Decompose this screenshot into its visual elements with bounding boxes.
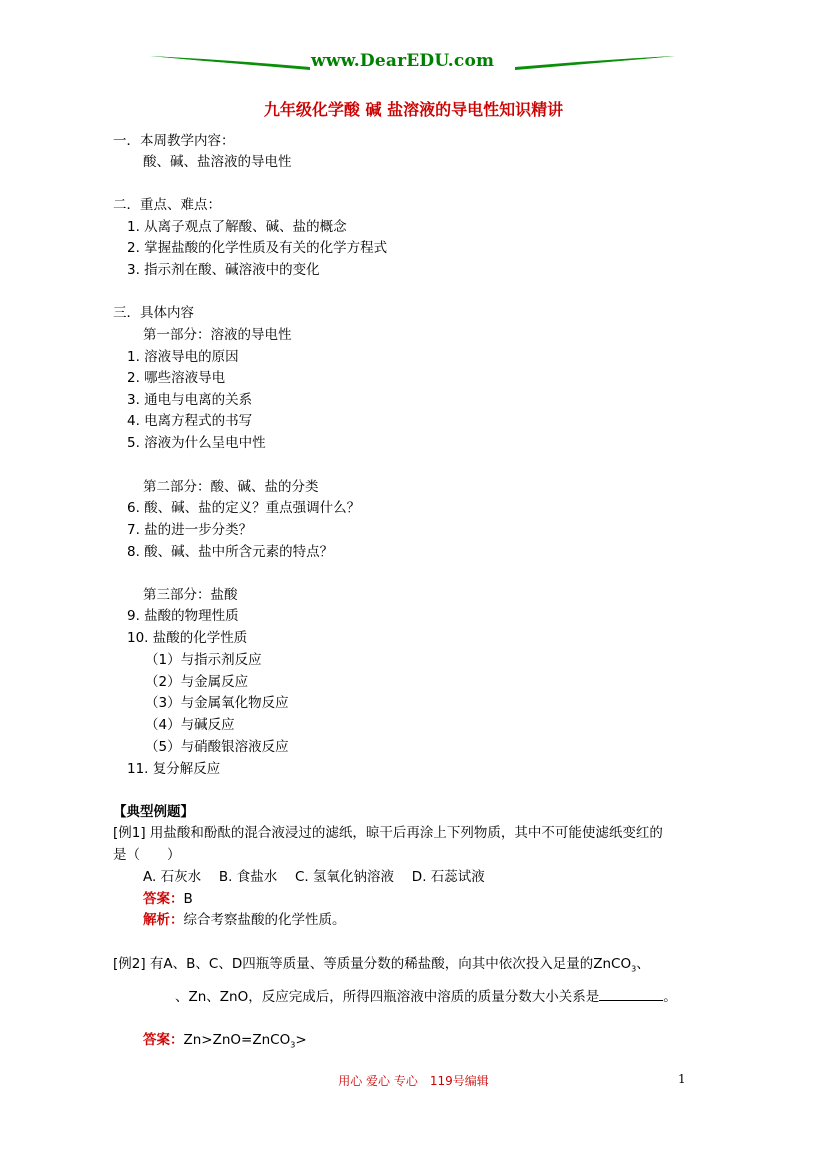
example1-line1: [例1] 用盐酸和酚酞的混合液浸过的滤纸，晾干后再涂上下列物质，其中不可能使滤纸变红的 [113,825,663,841]
section3-heading: 三．具体内容 [113,305,194,321]
part1-title: 第一部分：溶液的导电性 [143,327,292,343]
subscript: 3 [290,1040,296,1050]
example2-line2-suffix: 。 [663,989,677,1005]
part3-title: 第三部分：盐酸 [143,587,238,603]
list-item: 3. 指示剂在酸、碱溶液中的变化 [127,262,320,278]
answer-value: Zn>ZnO=ZnCO [183,1032,291,1048]
list-item: 2. 掌握盐酸的化学性质及有关的化学方程式 [127,240,388,256]
answer-label: 答案： [143,891,184,907]
example2-answer [143,1031,307,1055]
list-item: 6. 酸、碱、盐的定义？重点强调什么？ [127,500,361,516]
sub-list-item: （4）与碱反应 [145,717,235,733]
list-item: 2. 哪些溶液导电 [127,370,226,386]
section1-content: 酸、碱、盐溶液的导电性 [143,154,292,170]
list-item: 10. 盐酸的化学性质 [127,630,248,646]
answer-value: B [183,891,193,907]
example2-line1-tail: 、 [636,956,650,972]
example2-line2-text: 、Zn、ZnO，反应完成后，所得四瓶溶液中溶质的质量分数大小关系是 [175,989,600,1005]
document-title: 九年级化学酸 碱 盐溶液的导电性知识精讲 [263,100,564,119]
sub-list-item: （2）与金属反应 [145,674,249,690]
example1-options: A. 石灰水 B. 食盐水 C. 氢氧化钠溶液 D. 石蕊试液 [143,869,485,885]
analysis-label: 解析： [143,912,184,928]
list-item: 4. 电离方程式的书写 [127,413,253,429]
example1-line2: 是（ ） [113,847,181,863]
example2-line1 [113,955,650,979]
list-item: 11. 复分解反应 [127,761,221,777]
list-item: 1. 从离子观点了解酸、碱、盐的概念 [127,219,347,235]
list-item: 1. 溶液导电的原因 [127,349,239,365]
section2-heading: 二．重点、难点： [113,197,221,213]
example1-analysis [143,911,346,929]
list-item: 9. 盐酸的物理性质 [127,608,239,624]
page-number: 1 [678,1072,686,1086]
answer-tail: > [295,1032,307,1048]
sub-list-item: （3）与金属氧化物反应 [145,695,289,711]
site-name: www.DearEDU.com [311,51,495,71]
example1-answer [143,890,193,908]
section1-heading: 一．本周教学内容： [113,133,235,149]
analysis-text: 综合考察盐酸的化学性质。 [183,912,346,928]
example2-line2 [175,987,677,1006]
footer-text: 用心 爱心 专心 119号编辑 [338,1074,489,1088]
examples-heading: 【典型例题】 [113,804,194,820]
subscript: 3 [631,964,637,974]
list-item: 7. 盐的进一步分类？ [127,522,253,538]
example2-line1-text: [例2] 有A、B、C、D四瓶等质量、等质量分数的稀盐酸，向其中依次投入足量的ZnCO [113,956,632,972]
answer-blank [599,987,663,1001]
sub-list-item: （5）与硝酸银溶液反应 [145,739,289,755]
list-item: 8. 酸、碱、盐中所含元素的特点？ [127,544,334,560]
answer-label: 答案： [143,1032,184,1048]
list-item: 5. 溶液为什么呈电中性 [127,435,266,451]
list-item: 3. 通电与电离的关系 [127,392,253,408]
sub-list-item: （1）与指示剂反应 [145,652,262,668]
part2-title: 第二部分：酸、碱、盐的分类 [143,479,319,495]
